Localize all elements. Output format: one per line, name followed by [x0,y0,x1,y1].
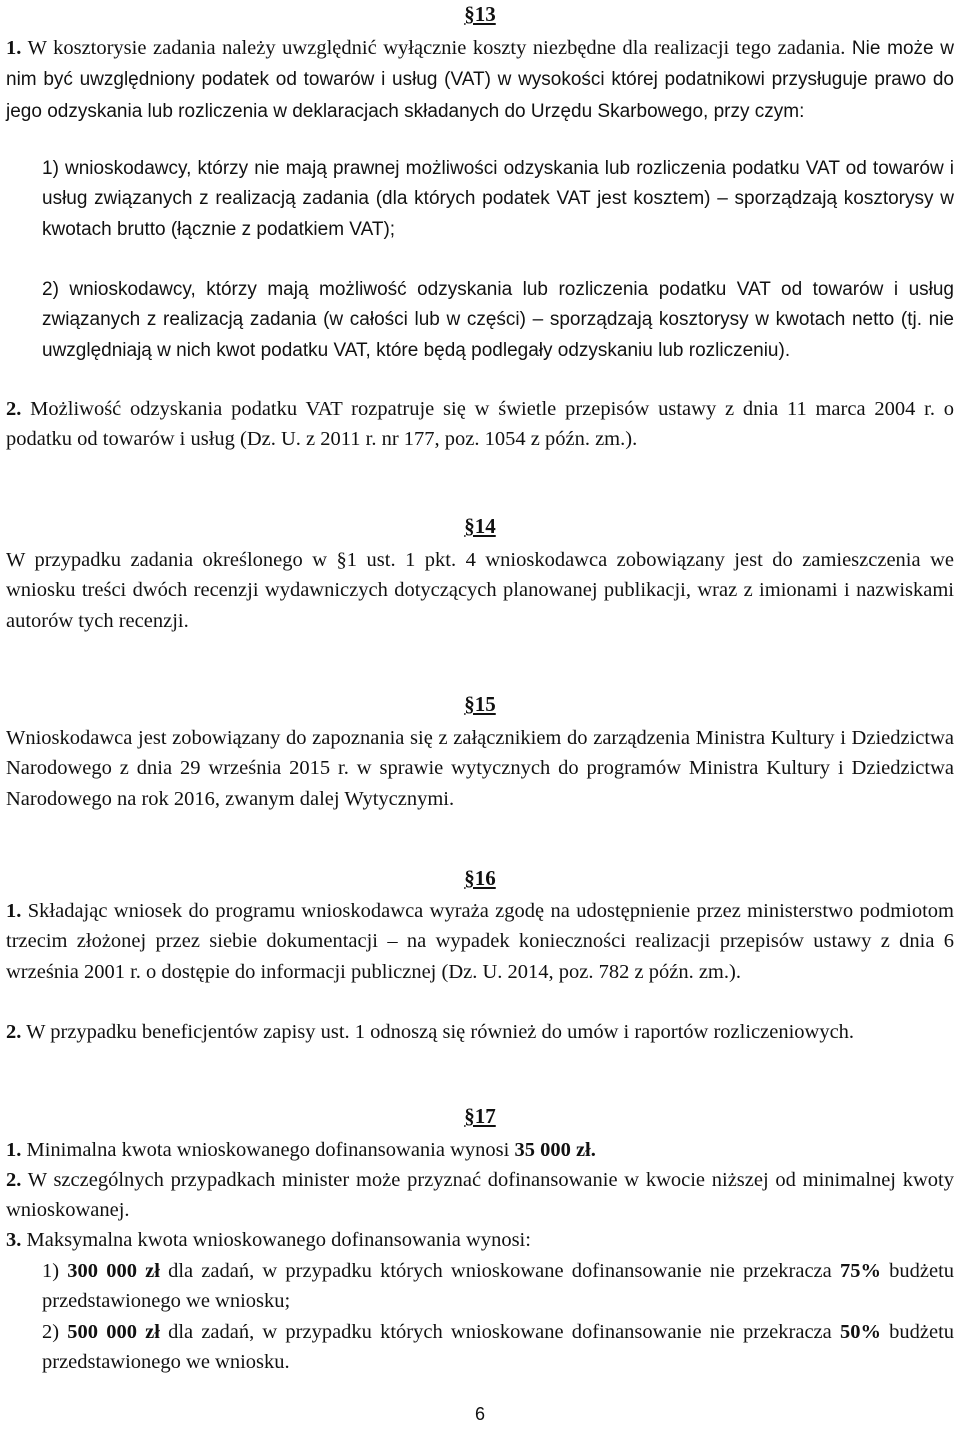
s17-i1-suffix: budżetu przedstawionego we wniosku; [42,1260,955,1313]
s17-i1-prefix: 1) [42,1260,68,1282]
s17-p3-text: Maksymalna kwota wnioskowanego dofinansowania wynosi: [26,1229,531,1251]
s13-p2-number: 2. [6,398,22,420]
s16-p2-text: W przypadku beneficjentów zapisy ust. 1 odnoszą się również do umów i raportów rozliczeniowych. [26,1021,855,1043]
s16-paragraph-1 [6,896,954,987]
section-13-heading: §13 [464,2,496,26]
s17-p1-number: 1. [6,1139,22,1161]
s17-i2-suffix: budżetu przedstawionego we wniosku. [42,1321,955,1374]
s13-p1-text-a: W kosztorysie zadania należy uwzględnić wyłącznie koszty niezbędne dla realizacji tego zadania. [27,37,846,59]
s17-item-1 [42,1256,954,1317]
s14-paragraph: W przypadku zadania określonego w §1 ust. 1 pkt. 4 wnioskodawca zobowiązany jest do zamieszczenia we wniosku treści dwóch recenzji wydawniczych dotyczących planowanej publikacji, wraz z imionami i nazwiskami autorów tych recenzji. [6,549,954,632]
page-number: 6 [474,1404,485,1424]
s16-p2-number: 2. [6,1021,22,1043]
s16-p1-number: 1. [6,900,22,922]
section-17-heading: §17 [464,1104,496,1128]
s13-paragraph-2 [6,394,954,455]
s17-item-2 [42,1317,954,1378]
section-14-heading: §14 [464,514,496,538]
s17-paragraph-2 [6,1165,954,1226]
s13-p2-text: Możliwość odzyskania podatku VAT rozpatruje się w świetle przepisów ustawy z dnia 11 marca 2004 r. o podatku od towarów i usług (Dz. U. z 2011 r. nr 177, poz. 1054 z późn. zm.). [6,398,954,451]
s15-paragraph: Wnioskodawca jest zobowiązany do zapoznania się z załącznikiem do zarządzenia Ministra Kultury i Dziedzictwa Narodowego z dnia 29 września 2015 r. w sprawie wytycznych do programów Ministra Kultury i Dziedzictwa Narodowego na rok 2016, zwanym dalej Wytycznymi. [6,727,954,810]
s17-p2-number: 2. [6,1169,22,1191]
s17-i1-amount: 300 000 zł [67,1260,160,1282]
s13-p1-text-b: Nie może w nim być uwzględniony podatek od towarów i usług (VAT) w wysokości której podatnikowi przysługuje prawo do jego odzyskania lub rozliczenia w deklaracjach składanych do Urzędu Skarbowego, przy czym: [6,38,954,122]
s17-p1-amount: 35 000 zł. [514,1139,596,1161]
s17-p3-number: 3. [6,1229,22,1251]
section-15-heading: §15 [464,692,496,716]
s16-p1-text: Składając wniosek do programu wnioskodawca wyraża zgodę na udostępnienie przez ministerstwo podmiotom trzecim złożonej przez siebie dokumentacji – na wypadek konieczności realizacji przepisów ustawy z dnia 6 września 2001 r. o dostępie do informacji publicznej (Dz. U. 2014, poz. 782 z późn. zm.). [6,900,954,983]
s13-item-1: 1) wnioskodawcy, którzy nie mają prawnej możliwości odzyskania lub rozliczenia podatku VAT od towarów i usług związanych z realizacją zadania (dla których podatek VAT jest kosztem) – sporządzają kosztorysy w kwotach brutto (łącznie z podatkiem VAT); [42,158,954,240]
s13-p1-number: 1. [6,37,22,59]
s13-paragraph-1 [6,33,954,127]
s17-i2-percent: 50% [839,1321,881,1343]
s16-paragraph-2 [6,1017,954,1047]
s17-paragraph-1 [6,1135,954,1165]
s17-i2-prefix: 2) [42,1321,68,1343]
section-16-heading: §16 [464,866,496,890]
s17-paragraph-3 [6,1225,954,1255]
s17-i2-mid: dla zadań, w przypadku których wnioskowane dofinansowanie nie przekracza [159,1321,840,1343]
s13-item-2: 2) wnioskodawcy, którzy mają możliwość odzyskania lub rozliczenia podatku VAT od towarów i usług związanych z realizacją zadania (w całości lub w części) – sporządzają kosztorysy w kwotach netto (tj. nie uwzględniają w nich kwot podatku VAT, które będą podlegały odzyskaniu lub rozliczeniu). [42,279,954,361]
s17-p2-text: W szczególnych przypadkach minister może przyznać dofinansowanie w kwocie niższej od minimalnej kwoty wnioskowanej. [6,1169,954,1222]
s17-p1-text: Minimalna kwota wnioskowanego dofinansowania wynosi [26,1139,515,1161]
s17-i1-percent: 75% [839,1260,881,1282]
s17-i2-amount: 500 000 zł [67,1321,160,1343]
s17-i1-mid: dla zadań, w przypadku których wnioskowane dofinansowanie nie przekracza [159,1260,840,1282]
